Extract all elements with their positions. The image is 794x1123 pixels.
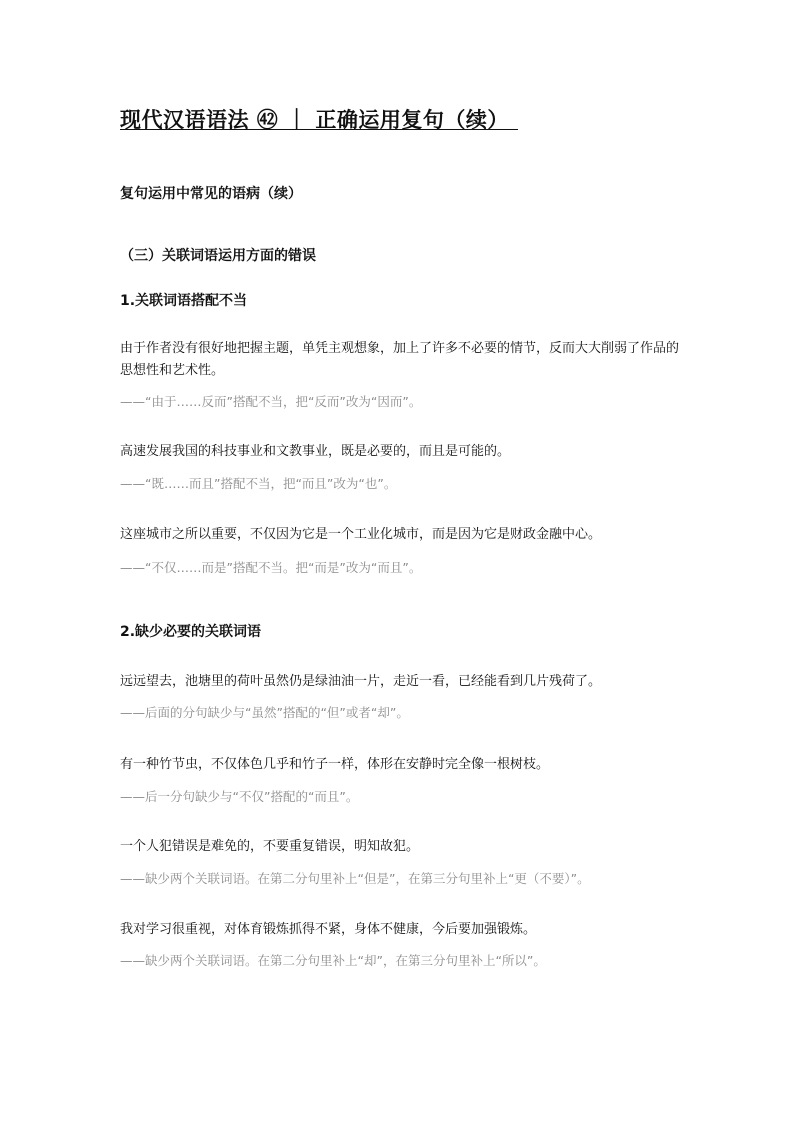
example-note: ——缺少两个关联词语。在第二分句里补上“却”，在第三分句里补上“所以”。 xyxy=(120,953,546,968)
example-sentence: 我对学习很重视，对体育锻炼抓得不紧，身体不健康，今后要加强锻炼。 xyxy=(120,922,537,937)
page-title: 现代汉语语法 ㊷ ｜ 正确运用复句（续） xyxy=(120,108,509,132)
example-sentence: 由于作者没有很好地把握主题，单凭主观想象，加上了许多不必要的情节，反而大大削弱了作品的思想性和艺术性。 xyxy=(120,341,680,378)
example-note: ——后一分句缺少与“不仅”搭配的“而且”。 xyxy=(120,789,359,804)
example-sentence: 一个人犯错误是难免的，不要重复错误，明知故犯。 xyxy=(120,839,420,854)
section-heading: 复句运用中常见的语病（续） xyxy=(120,186,302,202)
example-sentence: 远远望去，池塘里的荷叶虽然仍是绿油油一片，走近一看，已经能看到几片残荷了。 xyxy=(120,674,602,689)
example-sentence: 有一种竹节虫，不仅体色几乎和竹子一样，体形在安静时完全像一根树枝。 xyxy=(120,757,550,772)
part2-heading: 2.缺少必要的关联词语 xyxy=(120,624,262,640)
part1-heading: 1.关联词语搭配不当 xyxy=(120,293,248,309)
example-note: ——“由于……反而”搭配不当，把“反而”改为“因而”。 xyxy=(120,394,422,409)
example-note: ——缺少两个关联词语。在第二分句里补上“但是”，在第三分句里补上“更（不要）”。 xyxy=(120,871,590,886)
example-sentence: 这座城市之所以重要，不仅因为它是一个工业化城市，而是因为它是财政金融中心。 xyxy=(120,527,602,542)
title-underline xyxy=(120,129,518,130)
example-sentence: 高速发展我国的科技事业和文教事业，既是必要的，而且是可能的。 xyxy=(120,444,511,459)
example-note: ——“不仅……而是”搭配不当。把“而是”改为“而且”。 xyxy=(120,560,422,575)
subsection-heading: （三）关联词语运用方面的错误 xyxy=(120,248,316,264)
example-note: ——后面的分句缺少与“虽然”搭配的“但”或者“却”。 xyxy=(120,705,409,720)
example-note: ——“既……而且”搭配不当，把“而且”改为“也”。 xyxy=(120,476,397,491)
